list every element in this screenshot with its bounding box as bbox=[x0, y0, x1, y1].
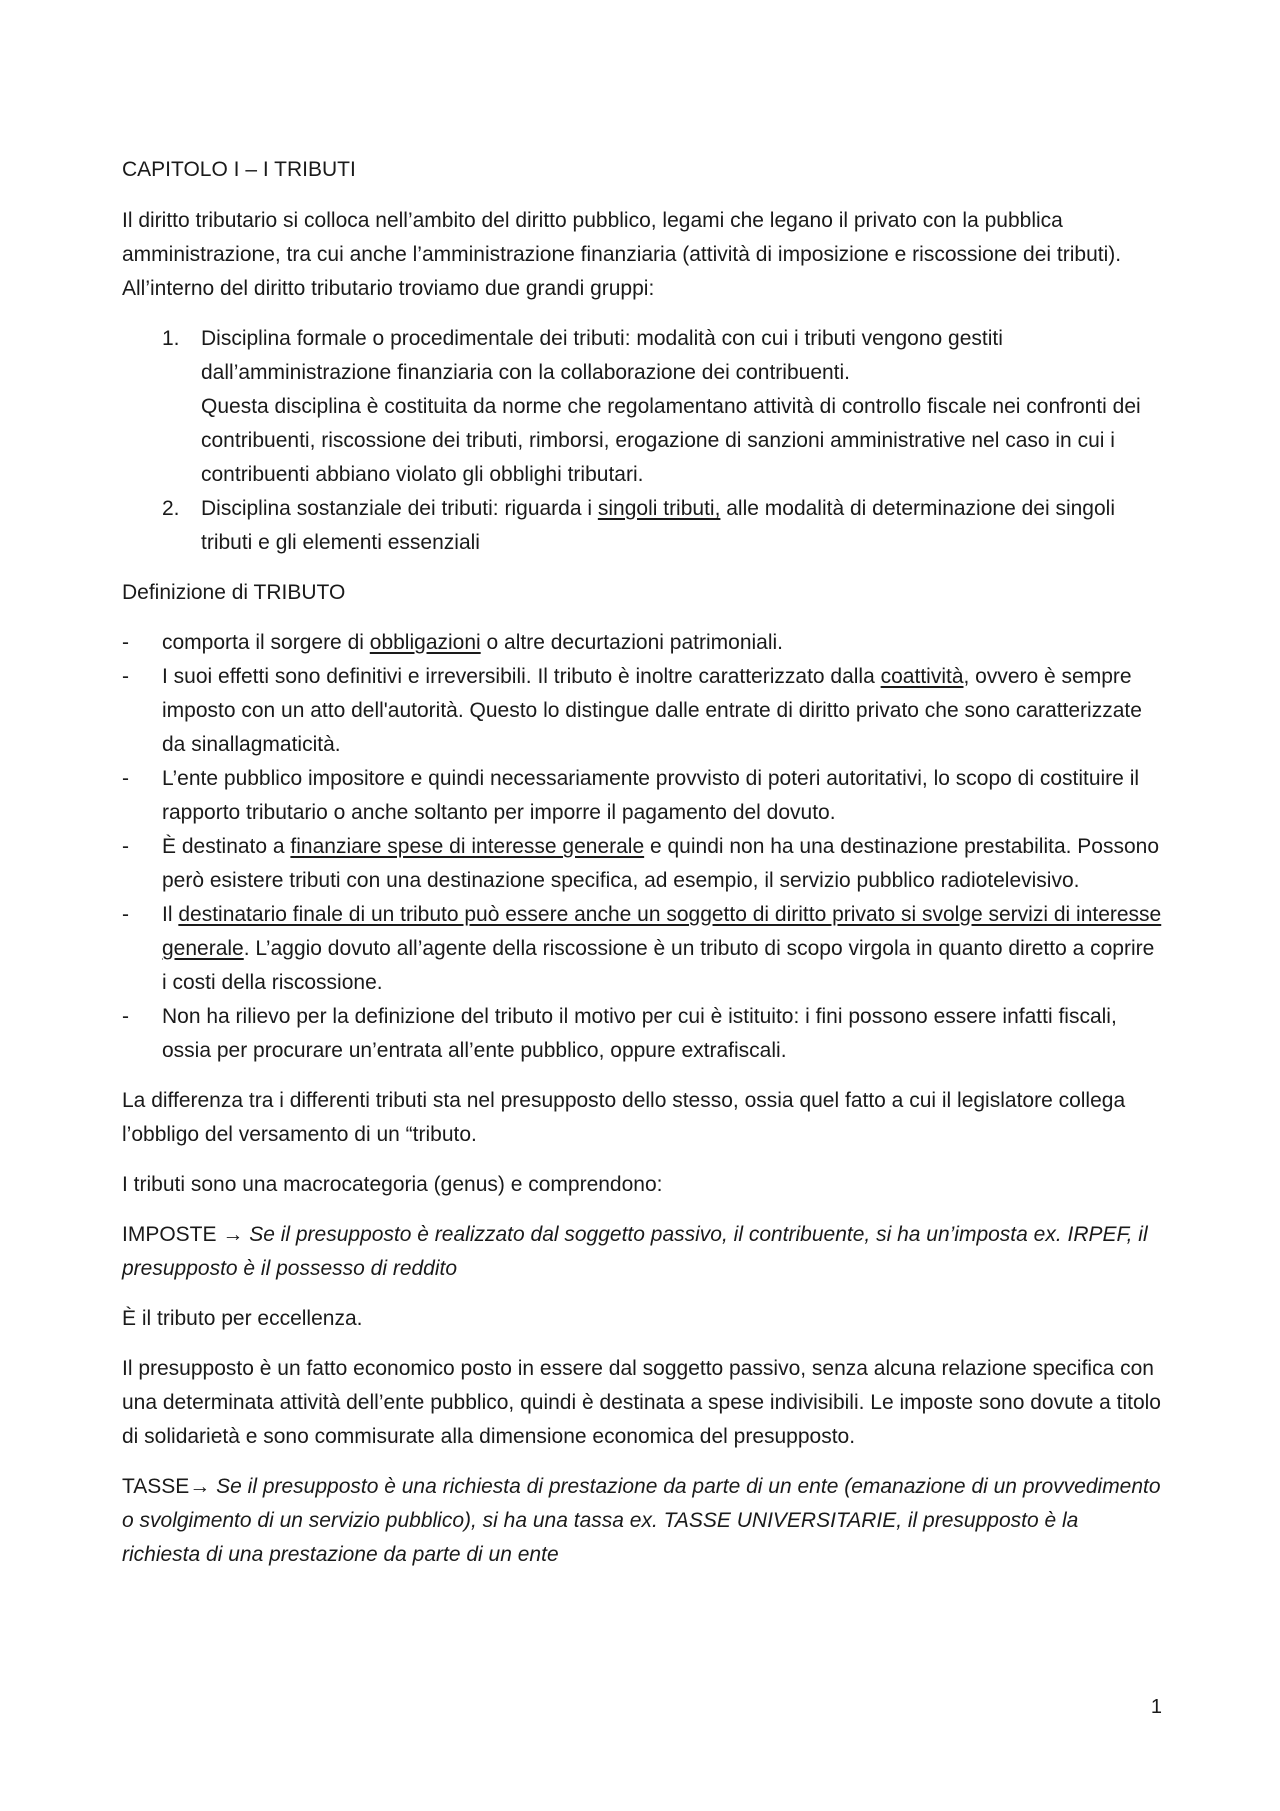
list-item bbox=[122, 1000, 1162, 1068]
arrow-right-icon: → bbox=[222, 1223, 244, 1246]
dash-list bbox=[122, 626, 1162, 1068]
list-item-text: Questa disciplina è costituita da norme che regolamentano attività di controllo fiscale nei confronti dei contribuenti, riscossione dei tributi, rimborsi, erogazione di sanzioni amministrative nel caso in cui i contribuenti abbiano violato gli obblighi tributari. bbox=[201, 395, 1141, 486]
list-item-text: Il bbox=[162, 903, 179, 926]
list-item bbox=[122, 898, 1162, 1000]
list-item bbox=[122, 322, 1162, 492]
list-item-text: comporta il sorgere di bbox=[162, 631, 370, 654]
list-item bbox=[122, 626, 1162, 660]
list-item-text: , ovvero è sempre imposto con un atto dell'autorità. Questo lo distingue dalle entrate di diritto privato che sono caratterizzate da sinallagmaticità. bbox=[162, 665, 1142, 756]
underlined-text: finanziare spese di interesse generale bbox=[290, 835, 645, 858]
underlined-text: singoli tributi, bbox=[597, 497, 721, 520]
list-item bbox=[122, 830, 1162, 898]
list-item-text: Disciplina sostanziale dei tributi: riguarda i bbox=[201, 497, 598, 520]
list-item-text: I suoi effetti sono definitivi e irreversibili. Il tributo è inoltre caratterizzato dalla bbox=[162, 665, 881, 688]
dash-marker: - bbox=[122, 835, 129, 858]
tasse-paragraph bbox=[122, 1470, 1162, 1572]
dash-marker: - bbox=[122, 1005, 129, 1028]
numbered-list bbox=[122, 322, 1162, 560]
imposte-paragraph bbox=[122, 1218, 1162, 1286]
dash-marker: - bbox=[122, 631, 129, 654]
genus-paragraph: I tributi sono una macrocategoria (genus) e comprendono: bbox=[122, 1173, 663, 1196]
list-item-text: Disciplina formale o procedimentale dei tributi: modalità con cui i tributi vengono gestiti dall’amministrazione finanziaria con la collaborazione dei contribuenti. bbox=[201, 327, 1003, 384]
dash-marker: - bbox=[122, 665, 129, 688]
list-item-text: alle modalità di determinazione dei singoli tributi e gli elementi essenziali bbox=[201, 497, 1115, 554]
chapter-title: CAPITOLO I – I TRIBUTI bbox=[122, 158, 356, 181]
list-item-text: . L’aggio dovuto all’agente della riscossione è un tributo di scopo virgola in quanto diretto a coprire i costi della riscossione. bbox=[162, 937, 1155, 994]
list-item bbox=[122, 660, 1162, 762]
list-number: 1. bbox=[162, 327, 180, 350]
tasse-label: TASSE bbox=[122, 1475, 190, 1498]
list-item-text: Non ha rilievo per la definizione del tributo il motivo per cui è istituito: i fini possono essere infatti fiscali, ossia per procurare un’entrata all’ente pubblico, oppure extrafiscali. bbox=[162, 1005, 1117, 1062]
presupposto-paragraph: Il presupposto è un fatto economico posto in essere dal soggetto passivo, senza alcuna relazione specifica con una determinata attività dell’ente pubblico, quindi è destinata a spese indivisibili. Le imposte sono dovute a titolo di solidarietà e sono commisurate alla dimensione economica del presupposto. bbox=[122, 1357, 1161, 1448]
list-item-text: È destinato a bbox=[162, 835, 291, 858]
list-item-text: o altre decurtazioni patrimoniali. bbox=[480, 631, 784, 654]
list-number: 2. bbox=[162, 497, 180, 520]
intro-paragraph: Il diritto tributario si colloca nell’ambito del diritto pubblico, legami che legano il privato con la pubblica amministrazione, tra cui anche l’amministrazione finanziaria (attività di imposizione e riscossione dei tributi). All’interno del diritto tributario troviamo due grandi gruppi: bbox=[122, 209, 1122, 300]
dash-marker: - bbox=[122, 903, 129, 926]
arrow-right-icon: → bbox=[189, 1475, 211, 1498]
underlined-text: obbligazioni bbox=[369, 631, 481, 654]
tasse-definition: Se il presupposto è una richiesta di prestazione da parte di un ente (emanazione di un provvedimento o svolgimento di un servizio pubblico), si ha una tassa ex. TASSE UNIVERSITARIE, il presupposto è la richiesta di una prestazione da parte di un ente bbox=[122, 1475, 1161, 1566]
list-item-text: L’ente pubblico impositore e quindi necessariamente provvisto di poteri autoritativi, lo scopo di costituire il rapporto tributario o anche soltanto per imporre il pagamento del dovuto. bbox=[162, 767, 1140, 824]
imposte-label: IMPOSTE bbox=[122, 1223, 223, 1246]
page-number: 1 bbox=[1150, 1696, 1162, 1718]
definition-heading: Definizione di TRIBUTO bbox=[122, 581, 346, 604]
underlined-text: destinatario finale di un tributo può essere anche un soggetto di diritto privato si svolge servizi di interesse generale bbox=[162, 903, 1162, 960]
list-item bbox=[122, 762, 1162, 830]
underlined-text: coattività bbox=[880, 665, 964, 688]
page-content bbox=[122, 153, 1162, 1588]
dash-marker: - bbox=[122, 767, 129, 790]
list-item-text: e quindi non ha una destinazione prestabilita. Possono però esistere tributi con una destinazione specifica, ad esempio, il servizio pubblico radiotelevisivo. bbox=[162, 835, 1160, 892]
difference-paragraph: La differenza tra i differenti tributi sta nel presupposto dello stesso, ossia quel fatto a cui il legislatore collega l’obbligo del versamento di un “tributo. bbox=[122, 1089, 1126, 1146]
imposte-definition: Se il presupposto è realizzato dal soggetto passivo, il contribuente, si ha un’imposta ex. IRPEF, il presupposto è il possesso di reddito bbox=[122, 1223, 1148, 1280]
eccellenza-paragraph: È il tributo per eccellenza. bbox=[122, 1307, 363, 1330]
list-item bbox=[122, 492, 1162, 560]
